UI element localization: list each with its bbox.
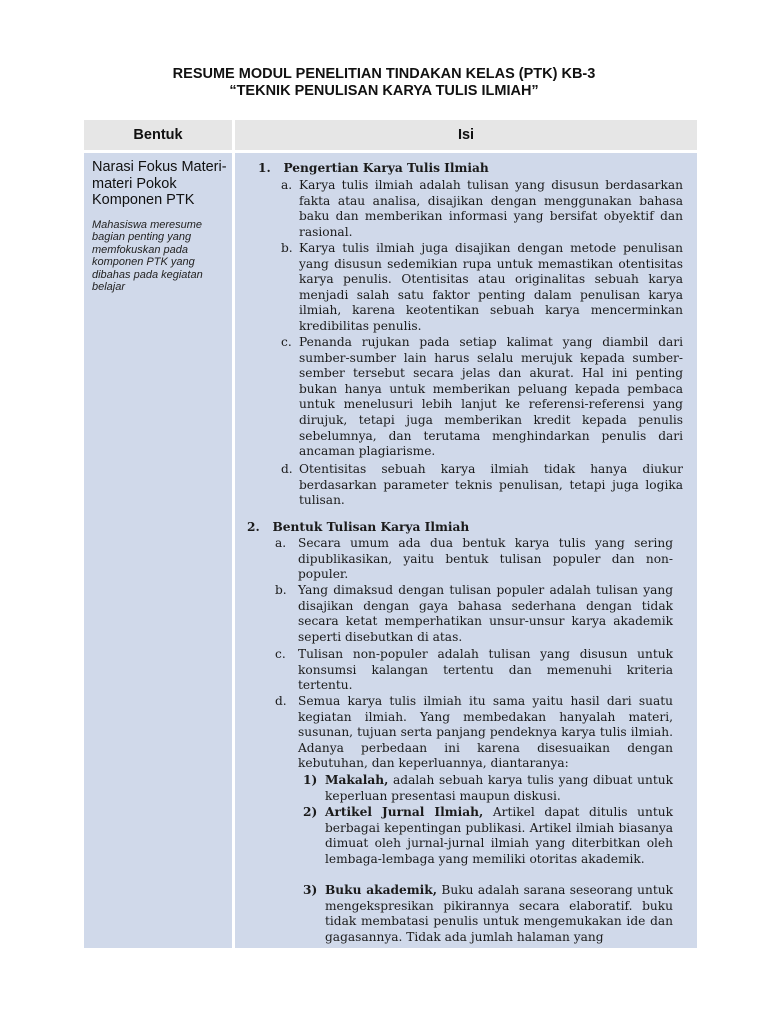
sub-item-body: adalah sebuah karya tulis yang dibuat untuk keperluan presentasi maupun diskusi. <box>325 773 673 803</box>
sub-item-term: Artikel Jurnal Ilmiah, <box>325 805 484 819</box>
table-body-row <box>84 153 697 948</box>
list-item <box>275 583 673 645</box>
item-marker: a. <box>281 178 293 192</box>
item-text: Yang dimaksud dengan tulisan populer adalah tulisan yang disajikan dengan gaya bahasa sederhana dengan tidak secara ketat memperhatikan unsur-unsur karya akademik seperti disebutkan di atas. <box>298 583 673 644</box>
sub-item-text <box>325 883 673 945</box>
isi-cell <box>235 153 697 948</box>
sub-list-item <box>303 805 673 867</box>
section-title: Pengertian Karya Tulis Ilmiah <box>283 161 489 175</box>
item-marker: c. <box>275 647 286 661</box>
table-header-row <box>84 120 697 150</box>
header-bentuk: Bentuk <box>133 127 183 143</box>
item-marker: d. <box>275 694 287 708</box>
list-item <box>275 536 673 583</box>
title-line-2: “TEKNIK PENULISAN KARYA TULIS ILMIAH” <box>229 83 539 99</box>
sub-item-body: Buku adalah sarana seseorang untuk mengekspresikan pikirannya secara elaboratif. buku tidak membatasi penulis untuk mengemukakan ide dan gagasannya. Tidak ada jumlah halaman yang <box>325 883 673 944</box>
bentuk-cell <box>84 153 232 948</box>
section-title: Bentuk Tulisan Karya Ilmiah <box>272 520 470 534</box>
list-item <box>281 178 683 240</box>
item-text: Semua karya tulis ilmiah itu sama yaitu hasil dari suatu kegiatan ilmiah. Yang membedakan hanyalah materi, susunan, tujuan serta panjang pendeknya karya tulis ilmiah. Adanya perbedaan ini karena disesuaikan dengan kebutuhan, dan keperluannya, diantaranya: <box>298 694 673 771</box>
item-text: Secara umum ada dua bentuk karya tulis yang sering dipublikasikan, yaitu bentuk tulisan populer dan non-populer. <box>298 536 673 582</box>
item-marker: a. <box>275 536 287 550</box>
section-1-heading <box>258 161 489 177</box>
item-text: Tulisan non-populer adalah tulisan yang disusun untuk konsumsi kalangan tertentu dan memenuhi kriteria tertentu. <box>298 647 673 693</box>
item-text: Penanda rujukan pada setiap kalimat yang diambil dari sumber-sumber lain harus selalu merujuk kepada sumber-sember tersebut secara jelas dan akurat. Hal ini penting bukan hanya untuk memberikan peluang kepada pembaca untuk menelusuri lebih lanjut ke referensi-referensi yang dirujuk, tetapi juga memberikan kredit kepada penulis sebelumnya, dan terutama menghindarkan penulis dari ancaman plagiarisme. <box>299 335 683 459</box>
sub-item-term: Buku akademik, <box>325 883 437 897</box>
title-line-1: RESUME MODUL PENELITIAN TINDAKAN KELAS (PTK) KB-3 <box>172 66 596 82</box>
sub-list-item <box>303 773 673 804</box>
sub-item-body: Artikel dapat ditulis untuk berbagai kepentingan publikasi. Artikel ilmiah biasanya dimuat oleh jurnal-jurnal ilmiah yang diterbitkan oleh lembaga-lembaga yang memiliki otoritas akademik. <box>325 805 673 866</box>
sub-item-marker: 1) <box>303 773 318 787</box>
sub-item-marker: 3) <box>303 883 318 897</box>
item-marker: d. <box>281 462 293 476</box>
item-marker: b. <box>281 241 293 255</box>
sub-item-term: Makalah, <box>325 773 389 787</box>
section-2-heading <box>247 520 469 536</box>
list-item <box>281 241 683 335</box>
sub-item-text <box>325 773 673 804</box>
sub-item-marker: 2) <box>303 805 318 819</box>
document-title <box>0 66 768 100</box>
resume-table <box>84 120 697 948</box>
list-item <box>281 462 683 509</box>
header-isi: Isi <box>457 127 475 143</box>
item-text: Karya tulis ilmiah adalah tulisan yang disusun berdasarkan fakta atau analisa, disajikan dengan menggunakan bahasa baku dan memberikan informasi yang bersifat obyektif dan rasional. <box>299 178 683 239</box>
bentuk-description: Mahasiswa meresume bagian penting yang memfokuskan pada komponen PTK yang dibahas pada kegiatan belajar <box>92 218 203 293</box>
list-item <box>281 335 683 460</box>
sub-item-text <box>325 805 673 867</box>
list-item <box>275 647 673 694</box>
item-marker: b. <box>275 583 287 597</box>
list-item <box>275 694 673 772</box>
bentuk-title: Narasi Fokus Materi-materi Pokok Komponen PTK <box>92 159 227 208</box>
item-text: Otentisitas sebuah karya ilmiah tidak hanya diukur berdasarkan parameter teknis penulisan, tetapi juga logika tulisan. <box>299 462 683 508</box>
item-marker: c. <box>281 335 292 349</box>
sub-list-item <box>303 883 673 945</box>
section-number: 2. <box>247 520 260 534</box>
section-number: 1. <box>258 161 271 175</box>
item-text: Karya tulis ilmiah juga disajikan dengan metode penulisan yang disusun sedemikian rupa untuk memastikan otentisitas karya penulis. Otentisitas atau originalitas sebuah karya menjadi salah satu faktor penting dalam penulisan karya ilmiah, karena keotentikan sebuah karya mencerminkan kredibilitas penulis. <box>299 241 683 333</box>
